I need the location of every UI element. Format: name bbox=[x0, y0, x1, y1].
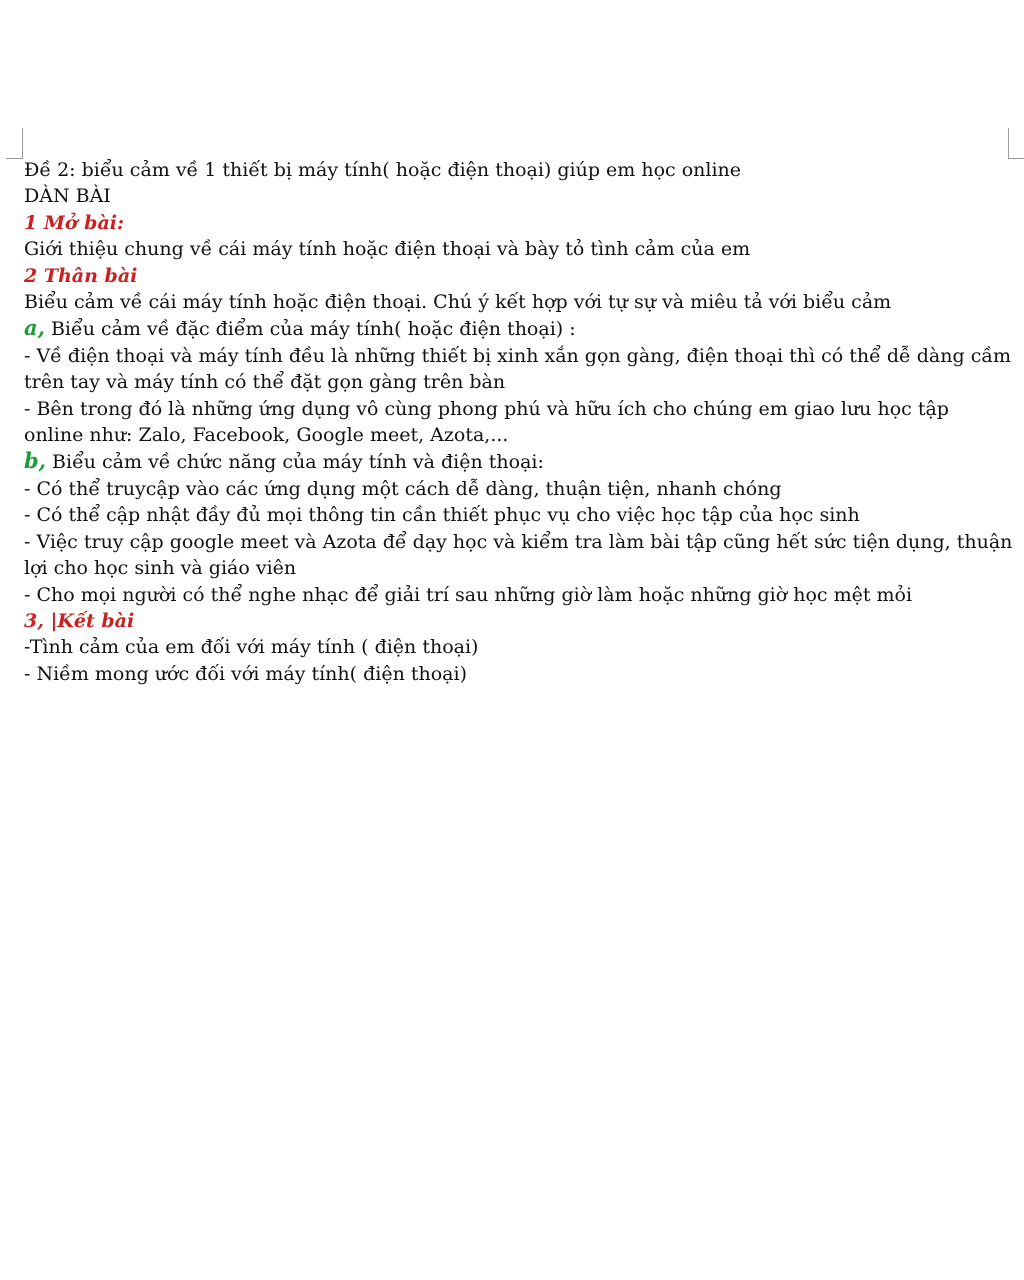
body-text: Biểu cảm về cái máy tính hoặc điện thoại. Chú ý kết hợp với tự sự và miêu tả với biểu cảm bbox=[24, 291, 892, 314]
part-b-heading bbox=[24, 448, 1014, 475]
part-a-point: - Bên trong đó là những ứng dụng vô cùng phong phú và hữu ích cho chúng em giao lưu học tập online như: Zalo, Facebook, Google meet, Azota,... bbox=[24, 397, 955, 447]
intro-text: Giới thiệu chung về cái máy tính hoặc điện thoại và bày tỏ tình cảm của em bbox=[24, 238, 751, 261]
conclusion-heading: 3, |Kết bài bbox=[24, 609, 135, 632]
page-corner-mark-top-left bbox=[6, 128, 23, 159]
conclusion-point: -Tình cảm của em đối với máy tính ( điện thoại) bbox=[24, 636, 479, 659]
part-b-title: Biểu cảm về chức năng của máy tính và điện thoại: bbox=[46, 451, 544, 474]
part-b-point: - Việc truy cập google meet và Azota để dạy học và kiểm tra làm bài tập cũng hết sức tiện dụng, thuận lợi cho học sinh và giáo viên bbox=[24, 530, 1019, 580]
part-a-point: - Về điện thoại và máy tính đều là những thiết bị xinh xắn gọn gàng, điện thoại thì có thể dễ dàng cầm trên tay và máy tính có thể đặt gọn gàng trên bàn bbox=[24, 344, 1018, 394]
part-a-heading bbox=[24, 315, 1014, 342]
outline-label: DÀN BÀI bbox=[24, 185, 111, 208]
part-b-point: - Cho mọi người có thể nghe nhạc để giải trí sau những giờ làm hoặc những giờ học mệt mỏi bbox=[24, 583, 913, 606]
part-a-marker: a, bbox=[24, 315, 45, 341]
part-a-title: Biểu cảm về đặc điểm của máy tính( hoặc điện thoại) : bbox=[44, 318, 576, 341]
conclusion-point: - Niềm mong ước đối với máy tính( điện thoại) bbox=[24, 662, 467, 685]
document-body bbox=[24, 157, 1019, 687]
part-b-marker: b, bbox=[24, 448, 46, 474]
body-heading: 2 Thân bài bbox=[24, 264, 138, 287]
part-b-point: - Có thể truycập vào các ứng dụng một cách dễ dàng, thuận tiện, nhanh chóng bbox=[24, 477, 782, 500]
intro-heading: 1 Mở bài: bbox=[24, 211, 124, 234]
part-b-point: - Có thể cập nhật đầy đủ mọi thông tin cần thiết phục vụ cho việc học tập của học sinh bbox=[24, 504, 860, 527]
assignment-title: Đề 2: biểu cảm về 1 thiết bị máy tính( hoặc điện thoại) giúp em học online bbox=[24, 159, 742, 181]
page-corner-mark-top-right bbox=[1008, 128, 1024, 159]
